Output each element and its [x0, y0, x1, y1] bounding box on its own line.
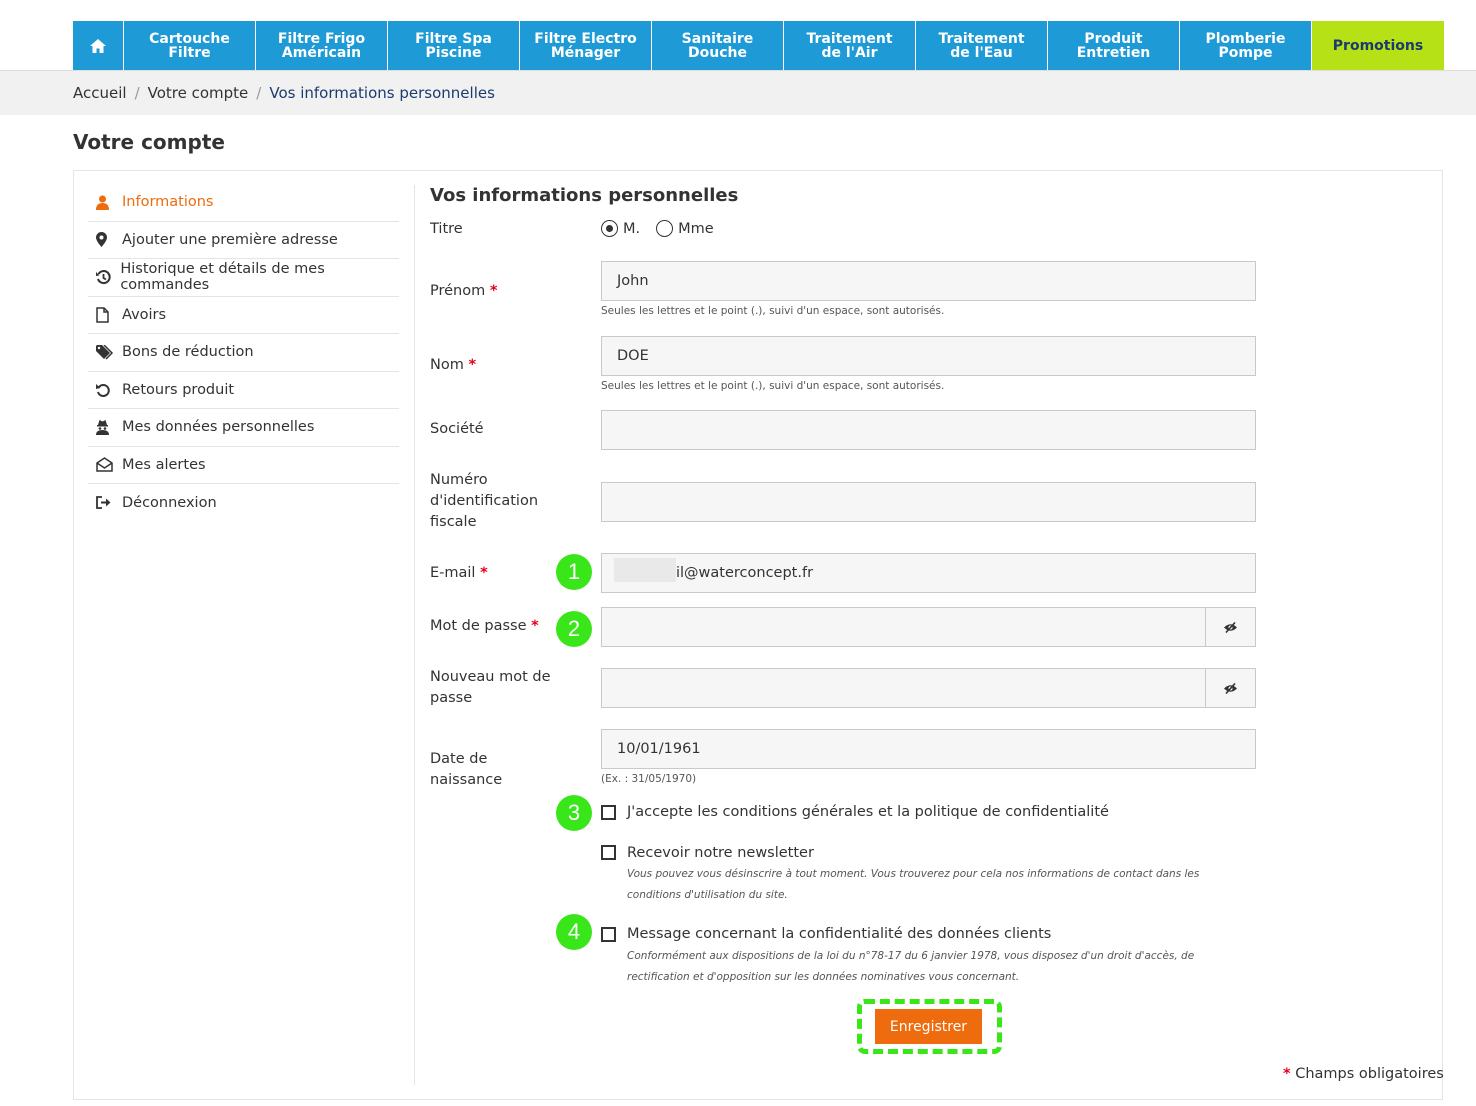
undo-icon	[96, 383, 122, 397]
radio-mr[interactable]	[601, 220, 618, 237]
annotation-badge-4: 4	[556, 914, 592, 950]
newsletter-checkbox[interactable]	[601, 845, 616, 860]
nom-input[interactable]: DOE	[601, 336, 1256, 376]
nav-item-traitement-eau[interactable]: Traitement de l'Eau	[916, 21, 1048, 70]
user-secret-icon	[96, 420, 122, 435]
sidebar-item-alertes[interactable]: Mes alertes	[88, 447, 399, 485]
sidebar-item-deconnexion[interactable]: Déconnexion	[88, 484, 399, 522]
nav-item-plomberie-pompe[interactable]: Plomberie Pompe	[1180, 21, 1312, 70]
cgv-label[interactable]: J'accepte les conditions générales et la politique de confidentialité	[627, 804, 1109, 820]
user-icon	[96, 195, 122, 210]
breadcrumb-current[interactable]: Vos informations personnelles	[269, 84, 495, 102]
breadcrumb	[73, 84, 495, 102]
nav-item-promotions[interactable]: Promotions	[1312, 21, 1444, 70]
newsletter-hint: Vous pouvez vous désinscrire à tout moment. Vous trouverez pour cela nos informations de contact dans les conditions d'utilisation du site.	[627, 868, 1200, 901]
prenom-hint: Seules les lettres et le point (.), suivi d'un espace, sont autorisés.	[601, 305, 945, 317]
siret-input[interactable]	[601, 482, 1256, 522]
nav-home-button[interactable]	[73, 21, 124, 70]
main-nav	[73, 21, 1444, 70]
privacy-checkbox[interactable]	[601, 927, 616, 942]
save-button[interactable]: Enregistrer	[875, 1009, 982, 1044]
titre-label: Titre	[430, 221, 463, 237]
annotation-badge-1: 1	[556, 554, 592, 590]
eye-slash-icon	[1223, 622, 1238, 633]
prenom-label: Prénom *	[430, 283, 498, 299]
nav-item-traitement-air[interactable]: Traitement de l'Air	[784, 21, 916, 70]
home-icon	[89, 38, 107, 54]
nav-item-filtre-spa[interactable]: Filtre Spa Piscine	[388, 21, 520, 70]
new-password-input[interactable]	[601, 668, 1206, 708]
account-sidebar	[88, 184, 399, 522]
birthdate-label: Date de naissance	[430, 751, 503, 788]
email-input[interactable]: il@waterconcept.fr	[601, 553, 1256, 593]
societe-label: Société	[430, 421, 484, 437]
titre-radio-group	[601, 220, 714, 237]
password-label: Mot de passe *	[430, 618, 539, 634]
nav-item-sanitaire[interactable]: Sanitaire Douche	[652, 21, 784, 70]
nav-item-filtre-electro[interactable]: Filtre Electro Ménager	[520, 21, 652, 70]
newsletter-label[interactable]: Recevoir notre newsletter	[627, 845, 814, 861]
sidebar-item-informations[interactable]: Informations	[88, 184, 399, 222]
sign-out-icon	[96, 496, 122, 509]
history-icon	[96, 270, 120, 285]
nav-item-produit-entretien[interactable]: Produit Entretien	[1048, 21, 1180, 70]
redaction-mask	[614, 558, 676, 582]
password-toggle-button[interactable]	[1205, 607, 1256, 647]
sidebar-item-historique[interactable]: Historique et détails de mes commandes	[88, 259, 399, 297]
sidebar-item-bons-reduction[interactable]: Bons de réduction	[88, 334, 399, 372]
nav-item-filtre-frigo[interactable]: Filtre Frigo Américain	[256, 21, 388, 70]
cgv-checkbox[interactable]	[601, 805, 616, 820]
breadcrumb-separator: /	[134, 84, 140, 102]
breadcrumb-home[interactable]: Accueil	[73, 84, 127, 102]
privacy-hint: Conformément aux dispositions de la loi du n°78-17 du 6 janvier 1978, vous disposez d'un droit d'accès, de rectification et d'opposition sur les données nominatives vous concernant.	[627, 950, 1195, 983]
nom-hint: Seules les lettres et le point (.), suivi d'un espace, sont autorisés.	[601, 380, 945, 392]
birthdate-hint: (Ex. : 31/05/1970)	[601, 773, 697, 785]
envelope-open-icon	[96, 457, 122, 472]
nav-item-cartouche-filtre[interactable]: Cartouche Filtre	[124, 21, 256, 70]
page-title: Votre compte	[73, 130, 225, 154]
prenom-input[interactable]: John	[601, 261, 1256, 301]
sidebar-item-avoirs[interactable]: Avoirs	[88, 297, 399, 335]
radio-mr-label: M.	[623, 220, 641, 237]
password-input[interactable]	[601, 607, 1206, 647]
email-label: E-mail *	[430, 565, 488, 581]
file-icon	[96, 307, 122, 323]
column-divider	[414, 185, 415, 1085]
privacy-label[interactable]: Message concernant la confidentialité des données clients	[627, 926, 1052, 942]
new-password-toggle-button[interactable]	[1205, 668, 1256, 708]
form-title: Vos informations personnelles	[430, 185, 739, 206]
nom-label: Nom *	[430, 357, 477, 373]
sidebar-item-donnees[interactable]: Mes données personnelles	[88, 409, 399, 447]
annotation-badge-2: 2	[556, 611, 592, 647]
societe-input[interactable]	[601, 410, 1256, 450]
required-note: * Champs obligatoires	[1283, 1066, 1444, 1082]
sidebar-item-retours[interactable]: Retours produit	[88, 372, 399, 410]
birthdate-input[interactable]: 10/01/1961	[601, 729, 1256, 769]
tags-icon	[96, 345, 122, 360]
eye-slash-icon	[1223, 683, 1238, 694]
sidebar-item-adresse[interactable]: Ajouter une première adresse	[88, 222, 399, 260]
siret-label: Numéro d'identification fiscale	[430, 472, 539, 530]
breadcrumb-account[interactable]: Votre compte	[147, 84, 249, 102]
radio-mme-label: Mme	[678, 220, 714, 237]
map-marker-icon	[96, 232, 122, 247]
annotation-badge-3: 3	[556, 795, 592, 831]
radio-mme[interactable]	[656, 220, 673, 237]
breadcrumb-separator: /	[256, 84, 262, 102]
new-password-label: Nouveau mot de passe	[430, 669, 551, 706]
